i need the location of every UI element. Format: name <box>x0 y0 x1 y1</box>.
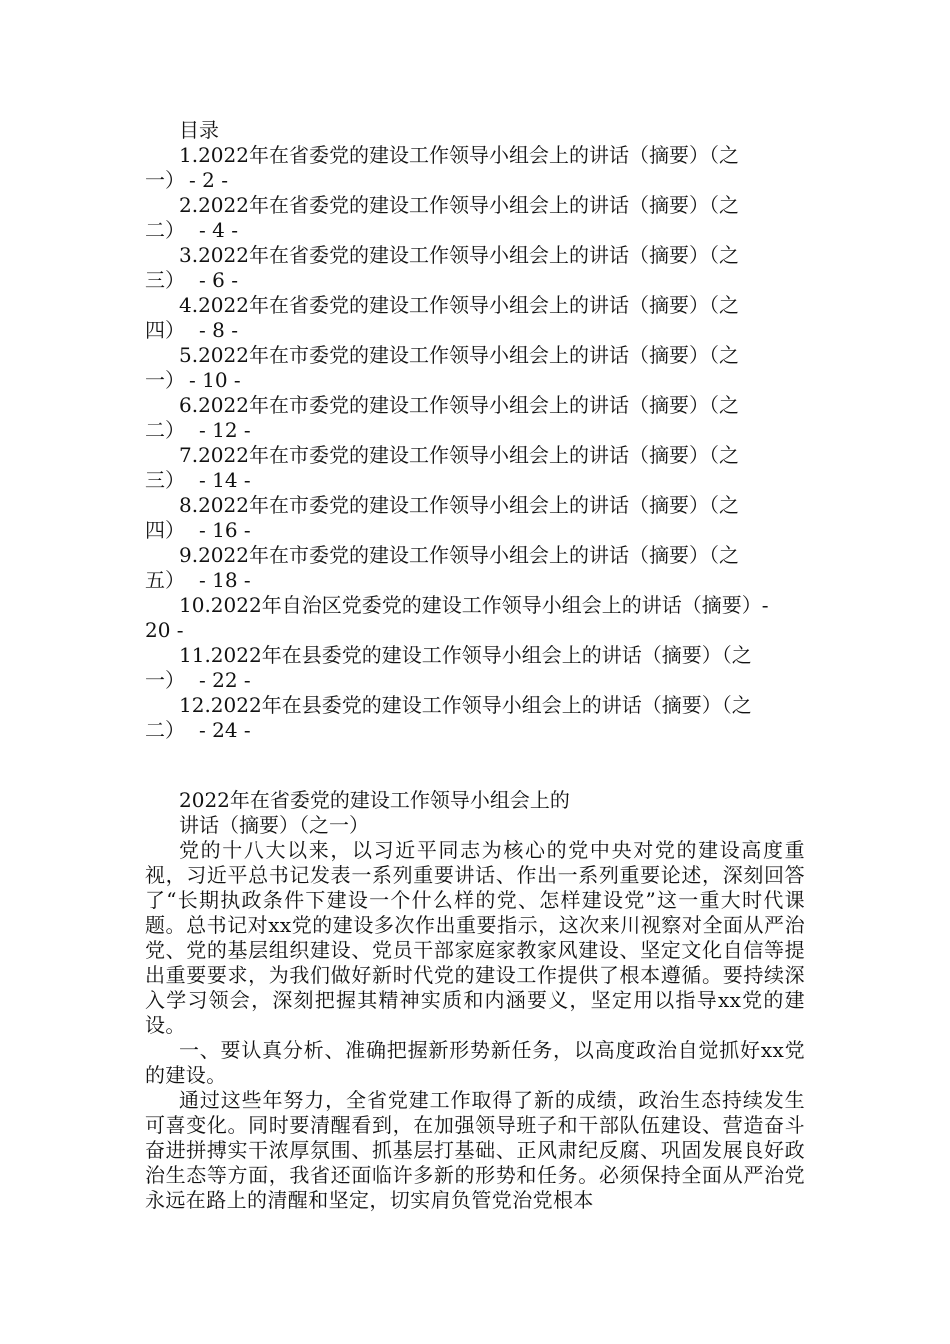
toc-entry[interactable] <box>145 343 805 393</box>
toc-entry-page: - 18 - <box>199 568 251 592</box>
toc-entry-title: 11.2022年在县委党的建设工作领导小组会上的讲话（摘要）（之 <box>179 643 752 667</box>
body-paragraph: 一、要认真分析、准确把握新形势新任务，以高度政治自觉抓好xx党的建设。 <box>145 1038 805 1087</box>
toc-entry-title-cont: 二） <box>145 418 195 442</box>
toc-entry-title-cont: 一） <box>145 168 185 192</box>
section-title-line-1: 2022年在省委党的建设工作领导小组会上的 <box>179 788 570 812</box>
toc-entry[interactable] <box>145 293 805 343</box>
toc-entry-page: - 8 - <box>199 318 238 342</box>
toc-entry-title-cont: 五） <box>145 568 195 592</box>
toc-entry[interactable] <box>145 143 805 193</box>
toc-entry-title: 4.2022年在省委党的建设工作领导小组会上的讲话（摘要）（之 <box>179 293 739 317</box>
toc-entry-title: 9.2022年在市委党的建设工作领导小组会上的讲话（摘要）（之 <box>179 543 739 567</box>
toc-entry[interactable] <box>145 243 805 293</box>
toc-entry-page: - 24 - <box>199 718 251 742</box>
toc-entry-page: - 16 - <box>199 518 251 542</box>
toc-entry[interactable] <box>145 443 805 493</box>
toc-entry-title-cont: 二） <box>145 218 195 242</box>
toc-entry-title-cont: 四） <box>145 318 195 342</box>
toc-entry-page: - 10 - <box>189 368 241 392</box>
toc-entry-title-cont: 一） <box>145 668 195 692</box>
toc-entry-title: 3.2022年在省委党的建设工作领导小组会上的讲话（摘要）（之 <box>179 243 739 267</box>
toc-entry-page: 20 - <box>145 618 184 642</box>
toc-entry-title-cont: 三） <box>145 268 195 292</box>
toc-entry-title: 7.2022年在市委党的建设工作领导小组会上的讲话（摘要）（之 <box>179 443 739 467</box>
body-paragraph: 党的十八大以来，以习近平同志为核心的党中央对党的建设高度重视，习近平总书记发表一系列重要讲话、作出一系列重要论述，深刻回答了“长期执政条件下建设一个什么样的党、怎样建设党”这一重大时代课题。总书记对xx党的建设多次作出重要指示，这次来川视察对全面从严治党、党的基层组织建设、党员干部家庭家教家风建设、坚定文化自信等提出重要要求，为我们做好新时代党的建设工作提供了根本遵循。要持续深入学习领会，深刻把握其精神实质和内涵要义，坚定用以指导xx党的建设。 <box>145 838 805 1037</box>
toc-entry[interactable] <box>145 543 805 593</box>
toc-entry-title-cont: 一） <box>145 368 185 392</box>
toc-entry-title: 1.2022年在省委党的建设工作领导小组会上的讲话（摘要）（之 <box>179 143 739 167</box>
toc-entry[interactable] <box>145 493 805 543</box>
toc-entry-title-cont: 四） <box>145 518 195 542</box>
toc-entry[interactable] <box>145 193 805 243</box>
toc-entry-page: - 6 - <box>199 268 238 292</box>
toc-entry-page: - 4 - <box>199 218 238 242</box>
toc-title: 目录 <box>179 118 219 142</box>
spacer <box>145 743 805 788</box>
document-page <box>145 118 805 1213</box>
toc-entry-title-cont: 二） <box>145 718 195 742</box>
toc-entry-page: - 2 - <box>189 168 228 192</box>
toc-entry[interactable] <box>145 693 805 743</box>
toc-entry[interactable] <box>145 643 805 693</box>
toc-entry-page: - 14 - <box>199 468 251 492</box>
toc-entry[interactable] <box>145 393 805 443</box>
toc-entry-title-cont: 三） <box>145 468 195 492</box>
toc-entry-title: 8.2022年在市委党的建设工作领导小组会上的讲话（摘要）（之 <box>179 493 739 517</box>
toc-entry[interactable] <box>145 593 805 643</box>
toc-entry-title: 10.2022年自治区党委党的建设工作领导小组会上的讲话（摘要）- <box>179 593 769 617</box>
toc-entry-page: - 12 - <box>199 418 251 442</box>
toc-entry-title: 2.2022年在省委党的建设工作领导小组会上的讲话（摘要）（之 <box>179 193 739 217</box>
body-paragraph: 通过这些年努力，全省党建工作取得了新的成绩，政治生态持续发生可喜变化。同时要清醒看到，在加强领导班子和干部队伍建设、营造奋斗奋进拼搏实干浓厚氛围、抓基层打基础、正风肃纪反腐、巩固发展良好政治生态等方面，我省还面临许多新的形势和任务。必须保持全面从严治党永远在路上的清醒和坚定，切实肩负管党治党根本 <box>145 1088 805 1212</box>
toc-list <box>145 143 805 743</box>
section-title-line-2: 讲话（摘要）（之一） <box>179 813 369 837</box>
toc-entry-title: 6.2022年在市委党的建设工作领导小组会上的讲话（摘要）（之 <box>179 393 739 417</box>
toc-entry-title: 12.2022年在县委党的建设工作领导小组会上的讲话（摘要）（之 <box>179 693 752 717</box>
toc-entry-title: 5.2022年在市委党的建设工作领导小组会上的讲话（摘要）（之 <box>179 343 739 367</box>
toc-entry-page: - 22 - <box>199 668 251 692</box>
